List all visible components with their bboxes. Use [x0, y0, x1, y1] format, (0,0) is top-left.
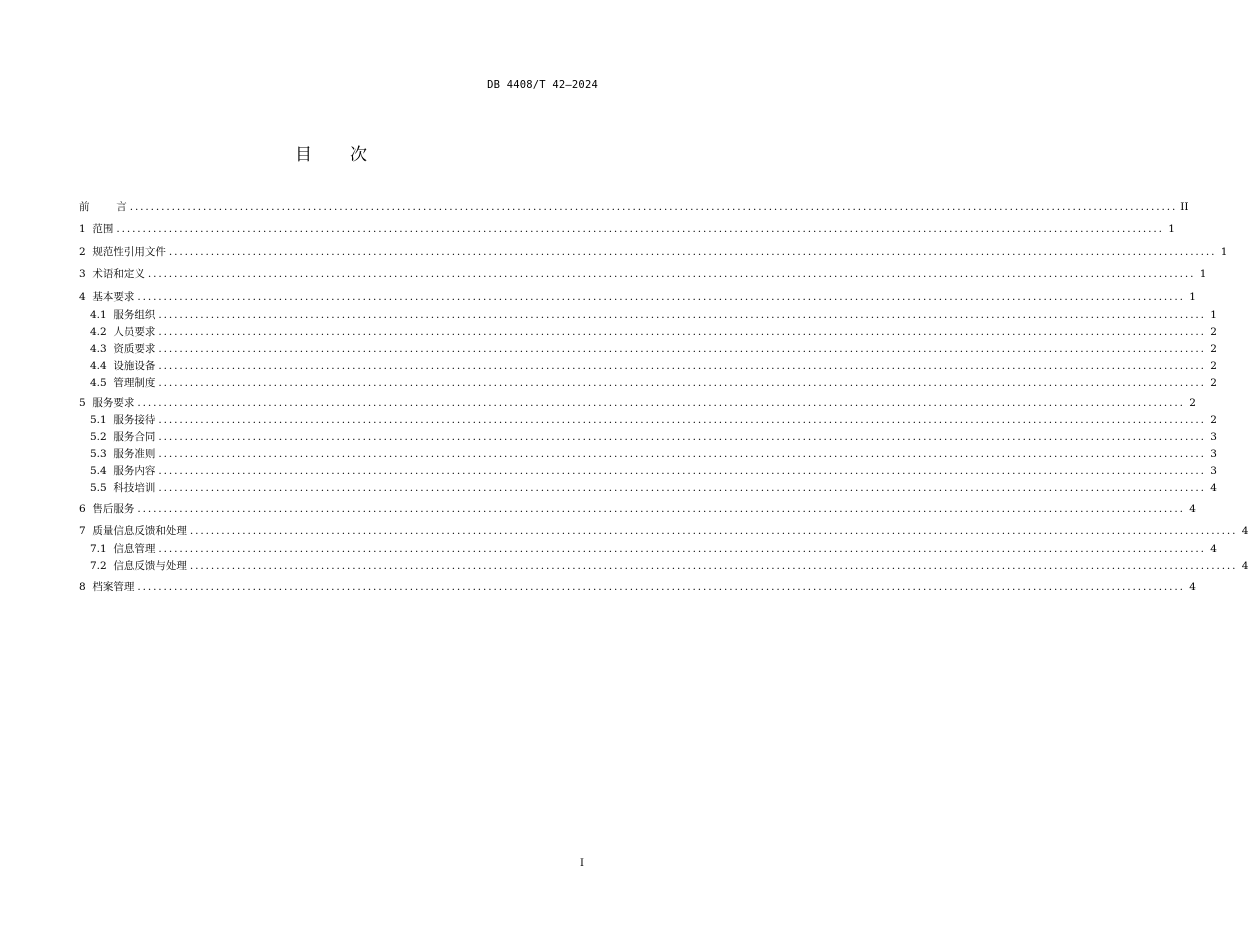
toc-leader-dots: ........................................................................................................................................................................................................: [158, 448, 1206, 460]
toc-entry-page: 1: [1168, 223, 1175, 235]
toc-leader-dots: ........................................................................................................................................................................................................: [129, 201, 1178, 213]
toc-entry-label: 4.5 管理制度: [90, 377, 156, 389]
toc-entry-label: 7.2 信息反馈与处理: [90, 560, 187, 572]
toc-entry[interactable]: [90, 480, 1217, 496]
toc-entry[interactable]: [79, 221, 1175, 237]
title-char-1: 目: [295, 145, 312, 165]
toc-entry-label: 4.4 设施设备: [90, 360, 156, 372]
toc-entry-label: 前 言: [79, 201, 127, 213]
toc-entry-label: 5.4 服务内容: [90, 465, 156, 477]
toc-entry[interactable]: [90, 324, 1217, 340]
toc-entry-label: 4.1 服务组织: [90, 309, 156, 321]
page-title: [0, 140, 662, 165]
toc-entry[interactable]: [90, 558, 1248, 574]
title-char-2: 次: [350, 145, 367, 165]
toc-leader-dots: ........................................................................................................................................................................................................: [158, 326, 1206, 338]
toc-entry[interactable]: [90, 463, 1217, 479]
toc-entry-page: 2: [1210, 360, 1217, 372]
toc-entry-page: 4: [1241, 525, 1248, 537]
toc-leader-dots: ........................................................................................................................................................................................................: [158, 414, 1206, 426]
toc-entry[interactable]: [79, 244, 1228, 260]
toc-entry-page: 4: [1189, 503, 1196, 515]
toc-entry-label: 2 规范性引用文件: [79, 246, 166, 258]
toc-leader-dots: ........................................................................................................................................................................................................: [158, 343, 1206, 355]
toc-entry[interactable]: [79, 501, 1196, 517]
toc-entry-label: 4.2 人员要求: [90, 326, 156, 338]
toc-entry-page: 3: [1210, 448, 1217, 460]
toc-entry[interactable]: [90, 341, 1217, 357]
toc-leader-dots: ........................................................................................................................................................................................................: [137, 581, 1185, 593]
toc-leader-dots: ........................................................................................................................................................................................................: [189, 560, 1238, 572]
toc-leader-dots: ........................................................................................................................................................................................................: [158, 377, 1206, 389]
toc-entry[interactable]: [90, 307, 1217, 323]
toc-leader-dots: ........................................................................................................................................................................................................: [147, 268, 1196, 280]
toc-entry-page: 4: [1210, 482, 1217, 494]
toc-entry-page: 1: [1189, 291, 1196, 303]
toc-leader-dots: ........................................................................................................................................................................................................: [116, 223, 1164, 235]
toc-entry-label: 4 基本要求: [79, 291, 135, 303]
toc-entry[interactable]: [79, 199, 1189, 215]
toc-entry-label: 5.5 科技培训: [90, 482, 156, 494]
toc-leader-dots: ........................................................................................................................................................................................................: [158, 309, 1206, 321]
toc-entry-page: 2: [1210, 377, 1217, 389]
toc-entry-page: 4: [1189, 581, 1196, 593]
toc-entry[interactable]: [79, 289, 1196, 305]
toc-entry[interactable]: [90, 412, 1217, 428]
document-code: DB 4408/T 42—2024: [487, 79, 598, 91]
toc-leader-dots: ........................................................................................................................................................................................................: [158, 360, 1206, 372]
toc-leader-dots: ........................................................................................................................................................................................................: [137, 503, 1185, 515]
toc-entry[interactable]: [79, 523, 1248, 539]
toc-entry-label: 5.2 服务合同: [90, 431, 156, 443]
toc-entry-page: 2: [1210, 343, 1217, 355]
toc-entry-page: 4: [1241, 560, 1248, 572]
toc-entry-page: 3: [1210, 431, 1217, 443]
toc-entry-label: 7 质量信息反馈和处理: [79, 525, 187, 537]
toc-entry-page: 1: [1220, 246, 1228, 258]
toc-entry-page: 2: [1189, 397, 1196, 409]
toc-entry-page: 2: [1210, 326, 1217, 338]
toc-entry-label: 5 服务要求: [79, 397, 135, 409]
toc-leader-dots: ........................................................................................................................................................................................................: [189, 525, 1238, 537]
toc-entry-label: 6 售后服务: [79, 503, 135, 515]
toc-entry[interactable]: [90, 429, 1217, 445]
toc-entry[interactable]: [90, 358, 1217, 374]
toc-leader-dots: ........................................................................................................................................................................................................: [158, 431, 1206, 443]
toc-entry-page: 4: [1210, 543, 1217, 555]
toc-leader-dots: ........................................................................................................................................................................................................: [137, 397, 1185, 409]
toc-entry-label: 8 档案管理: [79, 581, 135, 593]
toc-entry-page: 2: [1210, 414, 1217, 426]
toc-leader-dots: ........................................................................................................................................................................................................: [158, 543, 1206, 555]
toc-leader-dots: ........................................................................................................................................................................................................: [158, 465, 1206, 477]
toc-entry[interactable]: [90, 446, 1217, 462]
toc-leader-dots: ........................................................................................................................................................................................................: [168, 246, 1217, 258]
toc-entry[interactable]: [90, 541, 1217, 557]
toc-leader-dots: ........................................................................................................................................................................................................: [137, 291, 1185, 303]
toc-entry[interactable]: [79, 579, 1196, 595]
toc-entry-page: 1: [1199, 268, 1207, 280]
toc-entry[interactable]: [90, 375, 1217, 391]
toc-entry-label: 4.3 资质要求: [90, 343, 156, 355]
toc-entry-page: 3: [1210, 465, 1217, 477]
toc-entry-label: 5.1 服务接待: [90, 414, 156, 426]
toc-entry[interactable]: [79, 266, 1207, 282]
toc-entry[interactable]: [79, 395, 1196, 411]
toc-entry-page: 1: [1210, 309, 1217, 321]
toc-leader-dots: ........................................................................................................................................................................................................: [158, 482, 1206, 494]
toc-entry-label: 5.3 服务准则: [90, 448, 156, 460]
page-number: I: [580, 858, 584, 869]
toc-entry-label: 3 术语和定义: [79, 268, 145, 280]
toc-entry-label: 1 范围: [79, 223, 114, 235]
toc-entry-label: 7.1 信息管理: [90, 543, 156, 555]
toc-entry-page: II: [1180, 201, 1189, 213]
